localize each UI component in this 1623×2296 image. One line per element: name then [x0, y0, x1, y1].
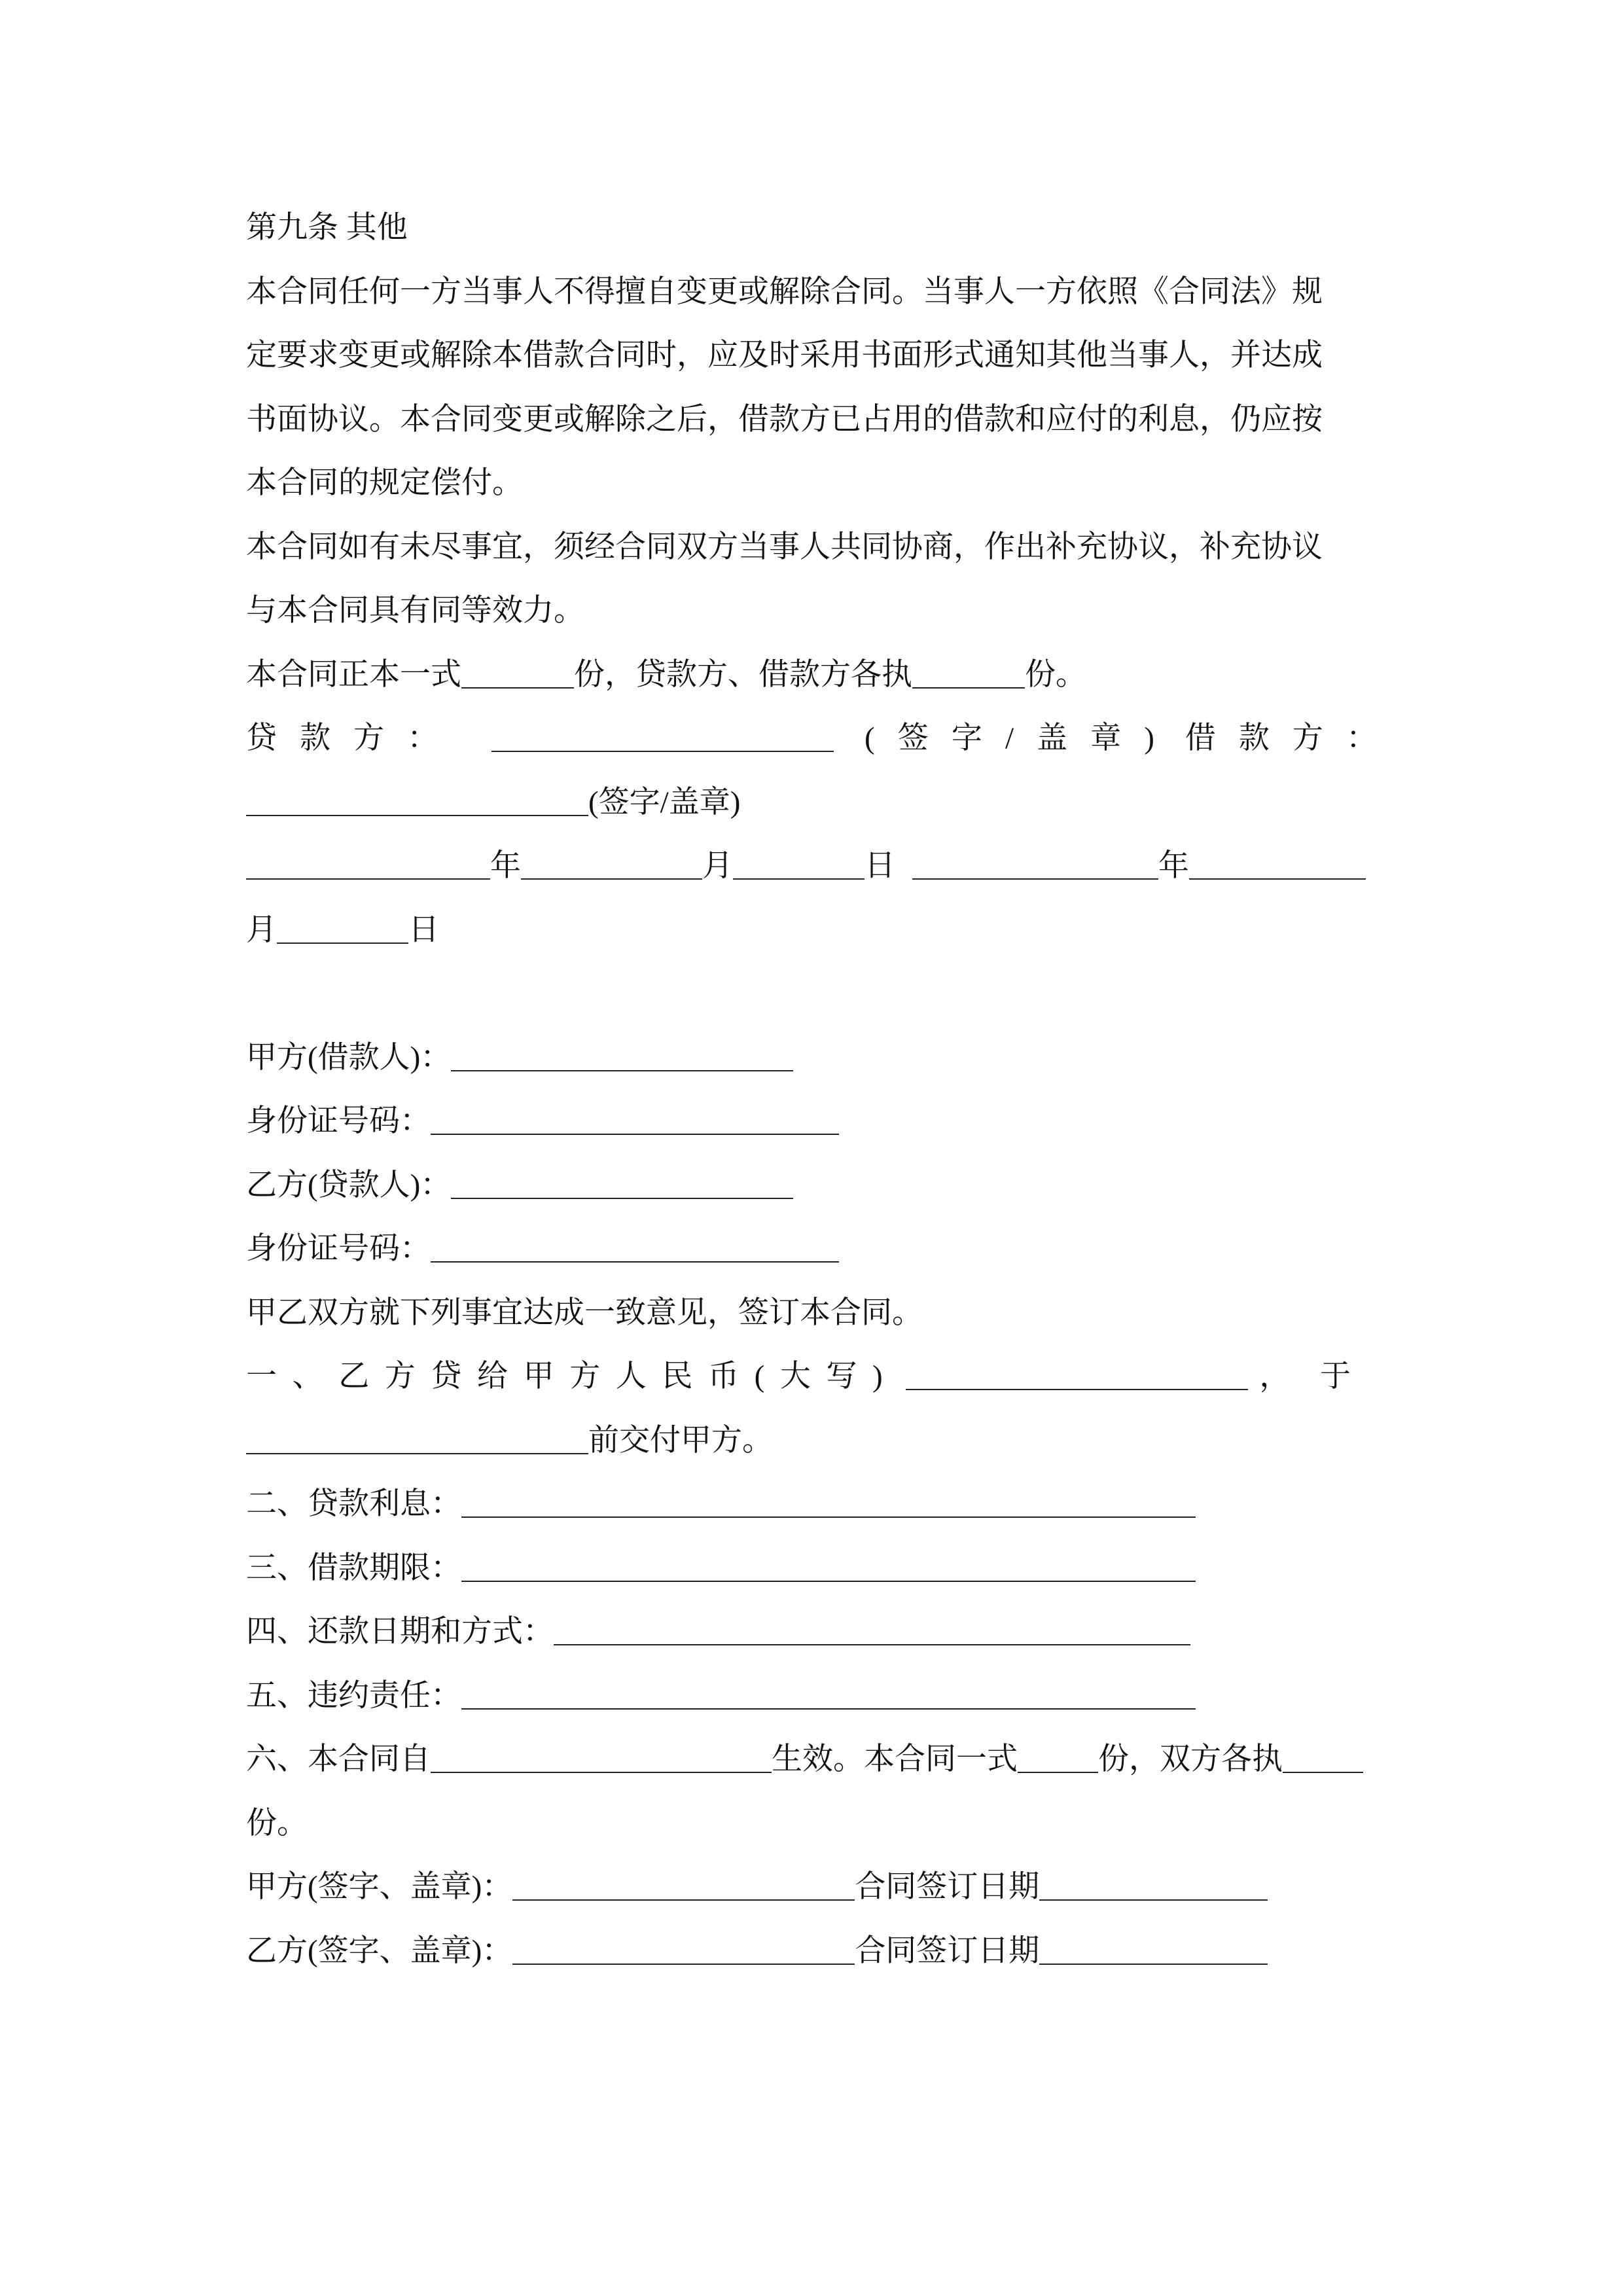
item-1-line [246, 1345, 1377, 1409]
month-blank[interactable] [521, 878, 702, 880]
paragraph-line: 书面协议。本合同变更或解除之后，借款方已占用的借款和应付的利息，仍应按 [246, 402, 1323, 437]
repayment-blank[interactable] [554, 1643, 1190, 1645]
text: 日 [865, 849, 895, 883]
text: 年 [1158, 849, 1189, 883]
sign-a-date-blank[interactable] [1039, 1899, 1268, 1901]
item-2-line [246, 1473, 1377, 1537]
text: 一、乙方贷给甲方人民币(大写) [246, 1359, 895, 1393]
text: 月 [702, 849, 733, 883]
item-4-line [246, 1600, 1377, 1664]
sign-b-date-blank[interactable] [1039, 1963, 1268, 1965]
item-6-line [246, 1728, 1377, 1792]
text: 前交付甲方。 [588, 1423, 773, 1458]
id-line [246, 1217, 1377, 1282]
id-b-blank[interactable] [431, 1261, 839, 1263]
item-5-line [246, 1664, 1377, 1729]
borrower-label: 借款方： [1185, 721, 1377, 755]
sign-a-line [246, 1856, 1377, 1920]
liability-blank[interactable] [461, 1708, 1196, 1710]
year-blank[interactable] [246, 878, 490, 880]
borrower-signature-blank[interactable] [246, 814, 588, 816]
text: 甲方(借款人)： [246, 1040, 452, 1075]
text: (签字/盖章) [865, 721, 1154, 755]
paragraph-line: 本合同的规定偿付。 [246, 466, 523, 500]
paragraph-line: 定要求变更或解除本借款合同时，应及时采用书面形式通知其他当事人，并达成 [246, 338, 1323, 372]
text: 份。 [1025, 657, 1086, 692]
paragraph-line: 与本合同具有同等效力。 [246, 594, 584, 628]
id-line [246, 1090, 1377, 1154]
day-blank[interactable] [277, 942, 408, 944]
text: ，于 [1259, 1359, 1377, 1393]
section-heading: 第九条 其他 [246, 211, 408, 245]
text: 二、贷款利息： [246, 1487, 461, 1521]
copies-total-blank[interactable] [461, 687, 574, 689]
text: 五、违约责任： [246, 1678, 461, 1713]
text: 四、还款日期和方式： [246, 1615, 554, 1649]
delivery-date-blank[interactable] [246, 1452, 588, 1454]
agreement-line: 甲乙双方就下列事宜达成一致意见，签订本合同。 [246, 1295, 923, 1330]
text: 乙方(贷款人)： [246, 1168, 452, 1202]
party-a-blank[interactable] [451, 1069, 793, 1071]
effective-date-blank[interactable] [431, 1771, 772, 1773]
text: 份，贷款方、借款方各执 [574, 657, 912, 692]
document-page [246, 196, 1377, 1983]
text: 身份证号码： [246, 1232, 431, 1266]
copies-blank[interactable] [1018, 1771, 1098, 1773]
signature-line [246, 707, 1377, 771]
sign-a-blank[interactable] [512, 1899, 855, 1901]
party-a-line [246, 1026, 1377, 1090]
party-b-line [246, 1154, 1377, 1218]
year-blank[interactable] [912, 878, 1158, 880]
copies-each-blank[interactable] [1283, 1771, 1363, 1773]
amount-blank[interactable] [906, 1388, 1248, 1390]
sign-b-blank[interactable] [512, 1963, 855, 1965]
text: 甲方(签字、盖章)： [246, 1870, 513, 1904]
item-6-line-2: 份。 [246, 1806, 308, 1840]
paragraph-line: 本合同如有未尽事宜，须经合同双方当事人共同协商，作出补充协议，补充协议 [246, 529, 1323, 564]
text: 本合同正本一式 [246, 657, 461, 692]
lender-label: 贷款方： [246, 721, 461, 755]
text: 身份证号码： [246, 1104, 431, 1138]
sign-b-line [246, 1920, 1377, 1984]
day-blank[interactable] [733, 878, 865, 880]
term-blank[interactable] [461, 1580, 1196, 1582]
text: 合同签订日期 [855, 1870, 1040, 1904]
copies-each-blank[interactable] [912, 687, 1025, 689]
item-3-line [246, 1537, 1377, 1601]
text: 乙方(签字、盖章)： [246, 1933, 513, 1968]
date-line-2 [246, 899, 1377, 963]
paragraph-line: 本合同任何一方当事人不得擅自变更或解除合同。当事人一方依照《合同法》规 [246, 274, 1323, 309]
text: 年 [490, 849, 521, 883]
text: 六、本合同自 [246, 1742, 431, 1776]
month-blank[interactable] [1189, 878, 1366, 880]
text: 三、借款期限： [246, 1551, 461, 1585]
text: 日 [408, 912, 439, 947]
text: 月 [246, 912, 277, 947]
copies-line [246, 643, 1377, 708]
party-b-blank[interactable] [451, 1197, 793, 1199]
text: (签字/盖章) [588, 785, 741, 819]
text: 生效。本合同一式 [772, 1742, 1018, 1776]
item-1-line-2 [246, 1409, 1377, 1473]
id-a-blank[interactable] [431, 1133, 839, 1135]
text: 合同签订日期 [855, 1933, 1040, 1968]
interest-blank[interactable] [461, 1516, 1196, 1518]
text: 份，双方各执 [1098, 1742, 1283, 1776]
lender-signature-blank[interactable] [491, 750, 834, 752]
signature-line-2 [246, 771, 1377, 835]
date-line [246, 834, 1377, 899]
